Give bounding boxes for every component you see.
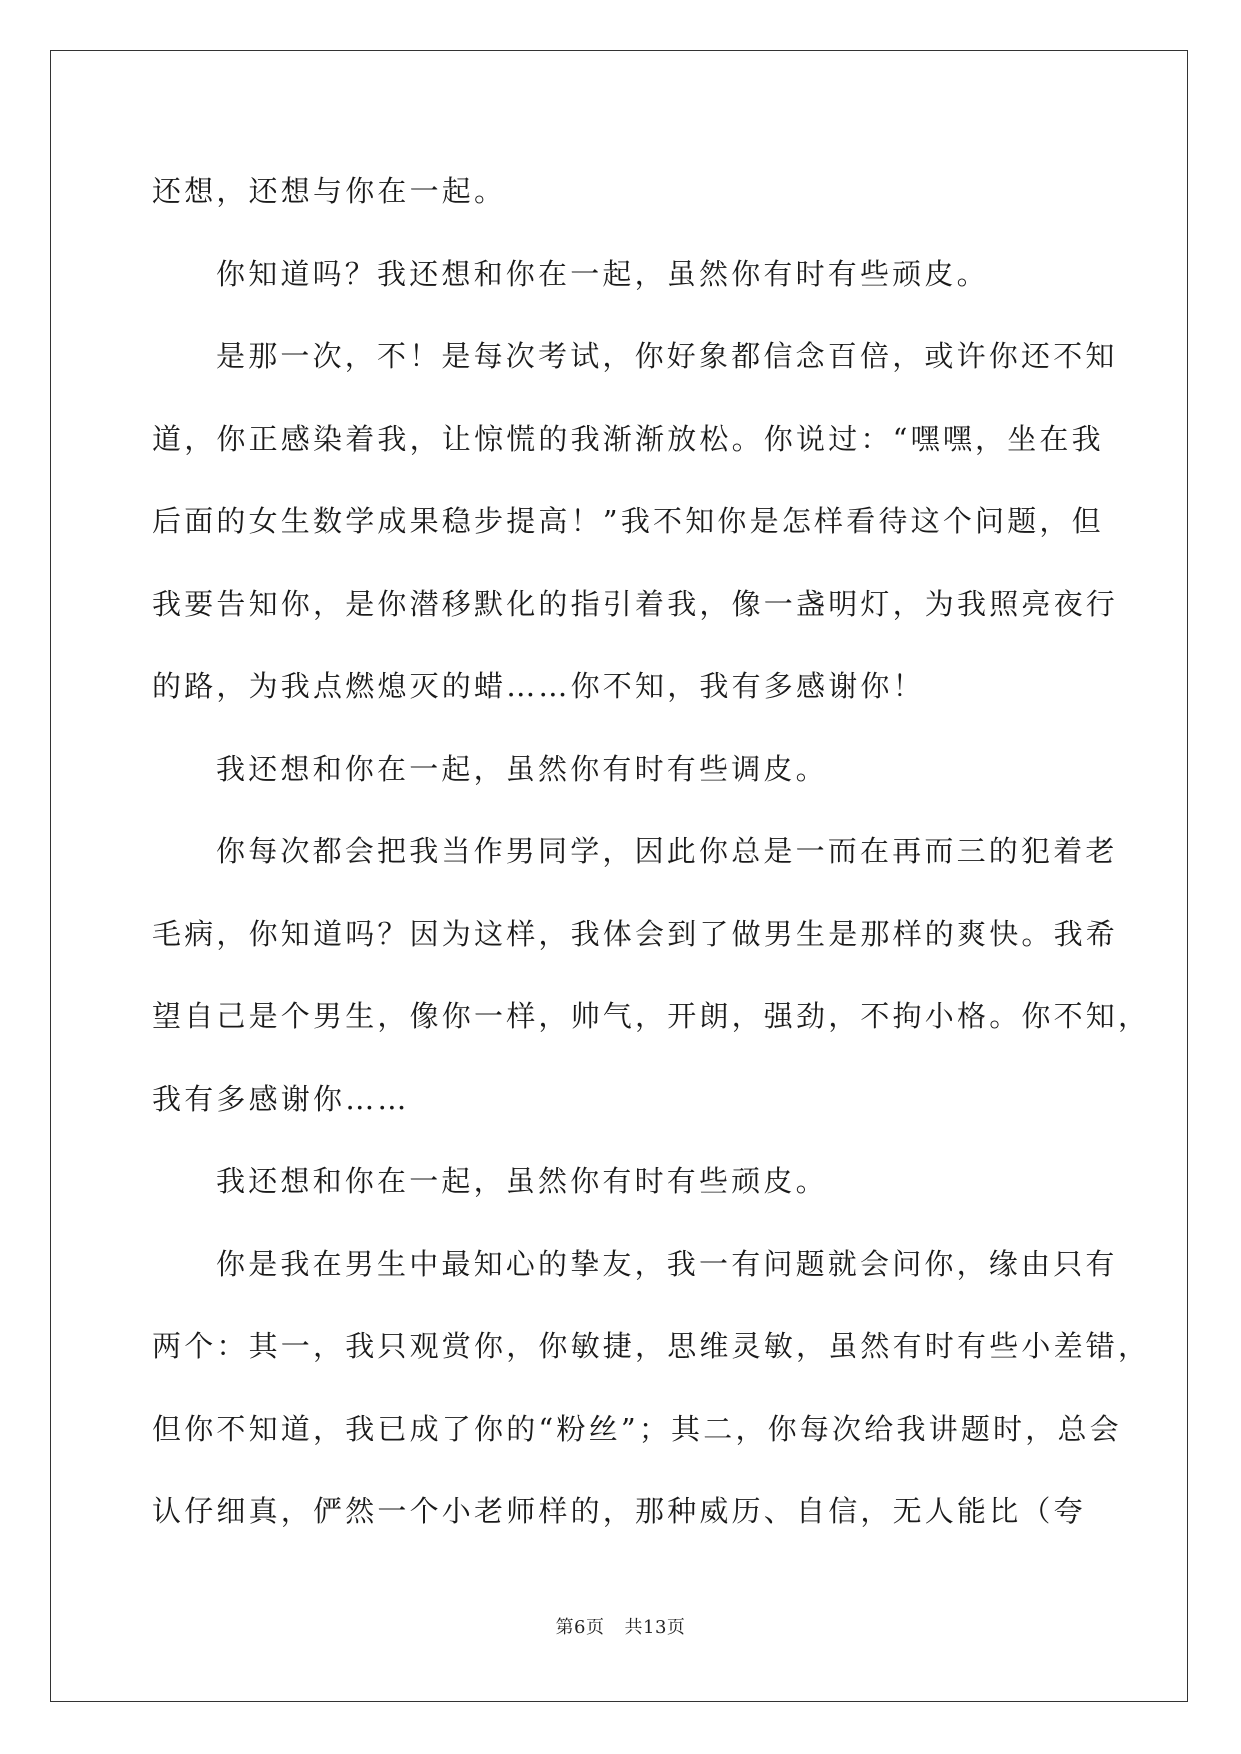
text-line: 我还想和你在一起，虽然你有时有些调皮。: [216, 751, 828, 786]
page-footer: [0, 1613, 1241, 1639]
text-line: 的路，为我点燃熄灭的蜡……你不知，我有多感谢你！: [152, 669, 925, 703]
text-line: 毛病，你知道吗？因为这样，我体会到了做男生是那样的爽快。我希: [152, 916, 1119, 951]
text-line: 是那一次，不！是每次考试，你好象都信念百倍，或许你还不知: [216, 339, 1118, 373]
text-line: 但你不知道，我已成了你的“粉丝”；其二，你每次给我讲题时，总会: [152, 1411, 1122, 1446]
text-line: 你知道吗？我还想和你在一起，虽然你有时有些顽皮。: [216, 256, 989, 291]
text-line: 后面的女生数学成果稳步提高！”我不知你是怎样看待这个问题，但: [152, 504, 1104, 538]
text-line: 还想，还想与你在一起。: [152, 174, 507, 208]
page-number: 第6页: [555, 1617, 605, 1638]
text-line: 两个：其一，我只观赏你，你敏捷，思维灵敏，虽然有时有些小差错，: [152, 1329, 1151, 1363]
text-line: 道，你正感染着我，让惊慌的我渐渐放松。你说过：“嘿嘿，坐在我: [152, 421, 1104, 456]
text-line: 望自己是个男生，像你一样，帅气，开朗，强劲，不拘小格。你不知，: [152, 999, 1151, 1033]
text-line: 你每次都会把我当作男同学，因此你总是一而在再而三的犯着老: [216, 834, 1118, 868]
page-total: 共13页: [624, 1617, 686, 1638]
text-line: 认仔细真，俨然一个小老师样的，那种威历、自信，无人能比（夸: [152, 1494, 1086, 1528]
document-body: [152, 161, 1151, 1564]
text-line: 我有多感谢你……: [152, 1081, 410, 1116]
text-line: 你是我在男生中最知心的挚友，我一有问题就会问你，缘由只有: [216, 1246, 1118, 1281]
text-line: 我还想和你在一起，虽然你有时有些顽皮。: [216, 1164, 828, 1198]
text-line: 我要告知你，是你潜移默化的指引着我，像一盏明灯，为我照亮夜行: [152, 586, 1119, 621]
